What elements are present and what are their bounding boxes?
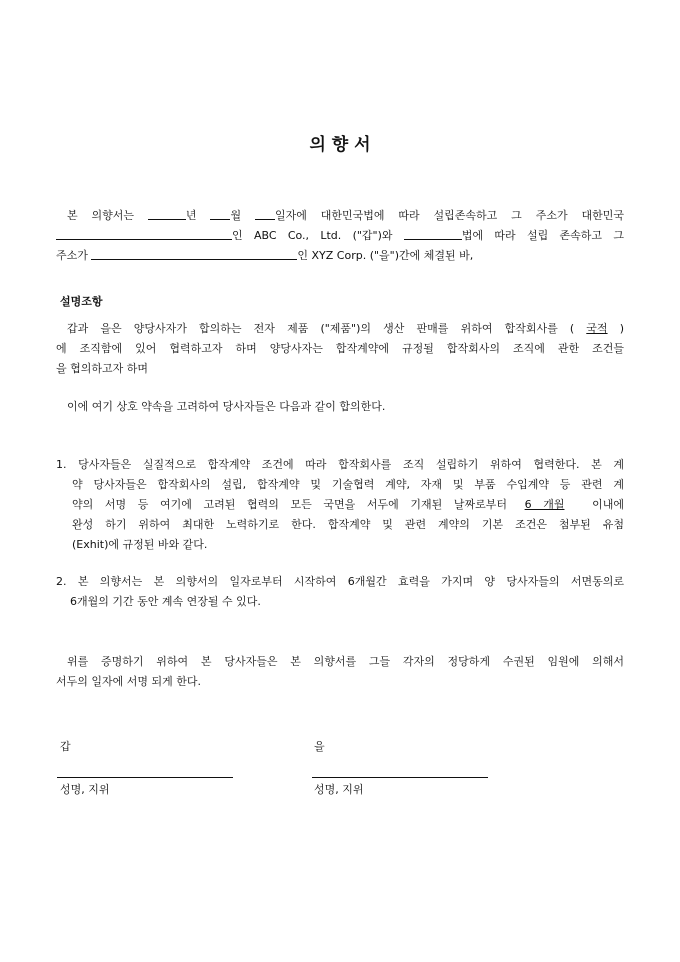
party-a-definition: 인 ABC Co., Ltd. ("갑")와	[232, 229, 393, 242]
clause-1-line-3	[72, 498, 624, 512]
signature-caption-b: 성명, 지위	[314, 783, 364, 796]
recital-line-3: 을 협의하고자 하며	[56, 362, 149, 375]
preamble-line-3	[56, 248, 624, 263]
signature-caption-a: 성명, 지위	[60, 783, 110, 796]
address-a-blank	[56, 228, 232, 240]
signature-line-a	[57, 777, 233, 778]
duration-field: 6 개월	[524, 498, 565, 511]
clause-2-line-1: 2. 본 의향서는 본 의향서의 일자로부터 시작하여 6개월간 효력을 가지며 양 당사자들의 서면동의로	[56, 575, 624, 588]
preamble-text: 일자에 대한민국법에 따라 설립존속하고 그 주소가 대한민국	[274, 209, 624, 222]
clause-text: 이내에	[592, 498, 624, 511]
recital-text: )	[619, 322, 624, 335]
recital-line-1	[67, 322, 624, 336]
preamble-line-1	[67, 208, 624, 223]
year-label: 년	[185, 209, 197, 222]
address-b-blank	[91, 248, 297, 260]
clause-1-line-1: 1. 당사자들은 실질적으로 합작계약 조건에 따라 합작회사를 조직 설립하기 위하여 협력한다. 본 계	[56, 458, 624, 471]
preamble-text: 법에 따라 설립 존속하고 그	[461, 229, 625, 242]
jurisdiction-blank	[404, 228, 462, 240]
document-title: 의 향 서	[309, 135, 371, 155]
recital-text: 갑과 을은 양당사자가 합의하는 전자 제품 ("제품")의 생산 판매를 위하여 합작회사를 (	[67, 322, 575, 335]
day-blank	[255, 208, 275, 220]
recitals-heading: 설명조항	[60, 295, 103, 308]
clause-text: 약의 서명 등 여기에 고려된 협력의 모든 국면을 서두에 기재된 날짜로부터	[72, 498, 507, 511]
month-label: 월	[230, 209, 242, 222]
clause-1-line-5: (Exhit)에 규정된 바와 같다.	[72, 538, 208, 551]
party-a-label: 갑	[60, 740, 71, 753]
witness-line-2: 서두의 일자에 서명 되게 한다.	[56, 675, 201, 688]
nationality-field: 국적	[586, 322, 608, 335]
party-b-label: 을	[314, 740, 325, 753]
clause-1-line-4: 완성 하기 위하여 최대한 노력하기로 한다. 합작계약 및 관련 계약의 기본 조건은 첨부된 유첨	[72, 518, 624, 531]
month-blank	[210, 208, 230, 220]
signature-line-b	[312, 777, 488, 778]
year-blank	[148, 208, 186, 220]
recital-line-2: 에 조직함에 있어 협력하고자 하며 양당사자는 합작계약에 규정될 합작회사의 조직에 관한 조건들	[56, 342, 624, 355]
preamble-text: 주소가	[56, 249, 88, 262]
witness-line-1: 위를 증명하기 위하여 본 당사자들은 본 의향서를 그들 각자의 정당하게 수권된 임원에 의해서	[67, 655, 624, 668]
clause-2-line-2: 6개월의 기간 동안 계속 연장될 수 있다.	[70, 595, 261, 608]
agreement-intro: 이에 여기 상호 약속을 고려하여 당사자들은 다음과 같이 합의한다.	[67, 400, 386, 413]
preamble-text: 본 의향서는	[67, 209, 135, 222]
clause-1-line-2: 약 당사자들은 합작회사의 설립, 합작계약 및 기술협력 계약, 자재 및 부품 수입계약 등 관련 계	[72, 478, 624, 491]
party-b-definition: 인 XYZ Corp. ("을")간에 체결된 바,	[297, 249, 474, 262]
preamble-line-2	[56, 228, 624, 243]
